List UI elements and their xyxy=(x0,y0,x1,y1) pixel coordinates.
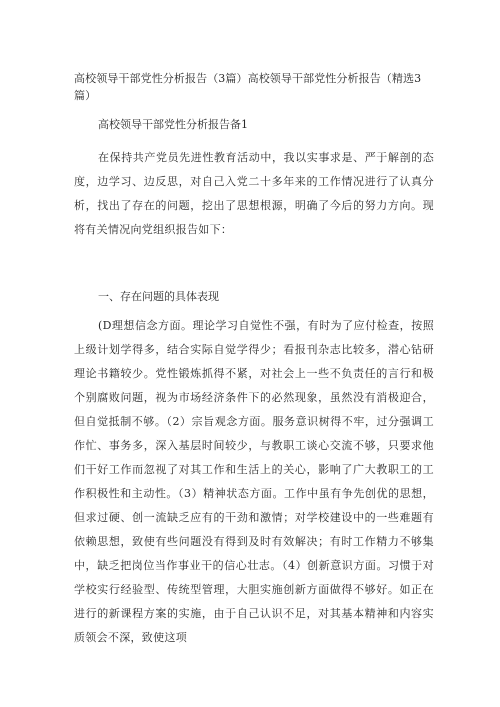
section-heading: 一、存在问题的具体表现 xyxy=(98,290,219,303)
intro-paragraph: 在保持共产党员先进性教育活动中，我以实事求是、严于解剖的态度，边学习、边反思，对自己入党二十多年来的工作情况进行了认真分析，找出了存在的问题，挖出了思想根源，明确了今后的努力方向。现将有关情况向党组织报告如下： xyxy=(74,151,434,236)
body-paragraph: (D理想信念方面。理论学习自觉性不强，有时为了应付检查，按照上级计划学得多，结合实际自觉学得少；看报刊杂志比较多，潜心钻研理论书籍较少。党性锻炼抓得不紧，对社会上一些不负责任的言行和极个别腐败问题，视为市场经济条件下的必然现象，虽然没有消极迎合，但自觉抵制不够。（2）宗旨观念方面。服务意识树得不牢，过分强调工作忙、事务多，深入基层时间较少，与教职工谈心交流不够，只要求他们干好工作而忽视了对其工作和生活上的关心，影响了广大教职工的工作积极性和主动性。（3）精神状态方面。工作中虽有争先创优的思想，但求过硬、创一流缺乏应有的干劲和激情；对学校建设中的一些难题有依赖思想，致使有些问题没有得到及时有效解决；有时工作精力不够集中，缺乏把岗位当作事业干的信心壮志。（4）创新意识方面。习惯于对学校实行经验型、传统型管理，大胆实施创新方面做得不够好。如正在进行的新课程方案的实施，由于自己认识不足，对其基本精神和内容实质领会不深，致使这项 xyxy=(74,319,434,644)
report-subheading: 高校领导干部党性分析报告备1 xyxy=(98,118,248,131)
document-title: 高校领导干部党性分析报告（3篇）高校领导干部党性分析报告（精选3篇） xyxy=(74,72,422,102)
